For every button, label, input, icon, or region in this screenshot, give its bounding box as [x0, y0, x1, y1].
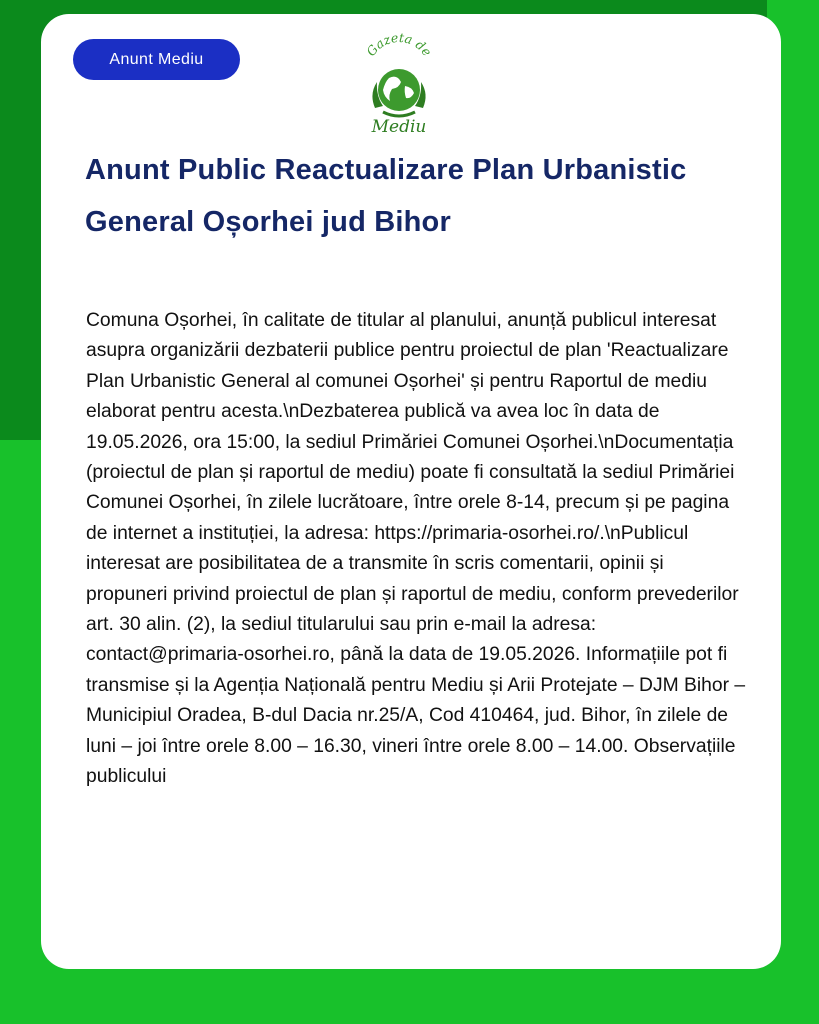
- svg-text:Gazeta de: [363, 30, 435, 59]
- gazeta-de-mediu-logo: [359, 28, 439, 140]
- announcement-card: [41, 14, 781, 969]
- article-body: Comuna Oșorhei, în calitate de titular al planului, anunță publicul interesat asupra organizării dezbaterii publice pentru proiectul de plan 'Reactualizare Plan Urbanistic General al comunei Oșorhei' și pentru Raportul de mediu elaborat pentru acesta.\nDezbaterea publică va avea loc în data de 19.05.2026, ora 15:00, la sediul Primăriei Comunei Oșorhei.\nDocumentația (proiectul de plan și raportul de mediu) poate fi consultată la sediul Primăriei Comunei Oșorhei, în zilele lucrătoare, între orele 8-14, precum și pe pagina de internet a instituției, la adresa: https://primaria-osorhei.ro/.\nPublicul interesat are posibilitatea de a transmite în scris comentarii, opinii și propuneri privind proiectul de plan și raportul de mediu, conform prevederilor art. 30 alin. (2), la sediul titularului sau prin e-mail la adresa: contact@primaria-osorhei.ro, până la data de 19.05.2026. Informațiile pot fi transmise și la Agenția Națională pentru Mediu și Arii Protejate – DJM Bihor – Municipiul Oradea, B-dul Dacia nr.25/A, Cod 410464, jud. Bihor, în zilele de luni – joi între orele 8.00 – 16.30, vineri între orele 8.00 – 14.00. Observațiile publicului: [86, 310, 746, 788]
- logo-top-text: Gazeta de: [363, 29, 435, 59]
- article-title: Anunt Public Reactualizare Plan Urbanistic General Oșorhei jud Bihor: [85, 154, 687, 238]
- category-badge[interactable]: Anunt Mediu: [73, 39, 240, 80]
- logo-bottom-text: Mediu: [371, 117, 427, 137]
